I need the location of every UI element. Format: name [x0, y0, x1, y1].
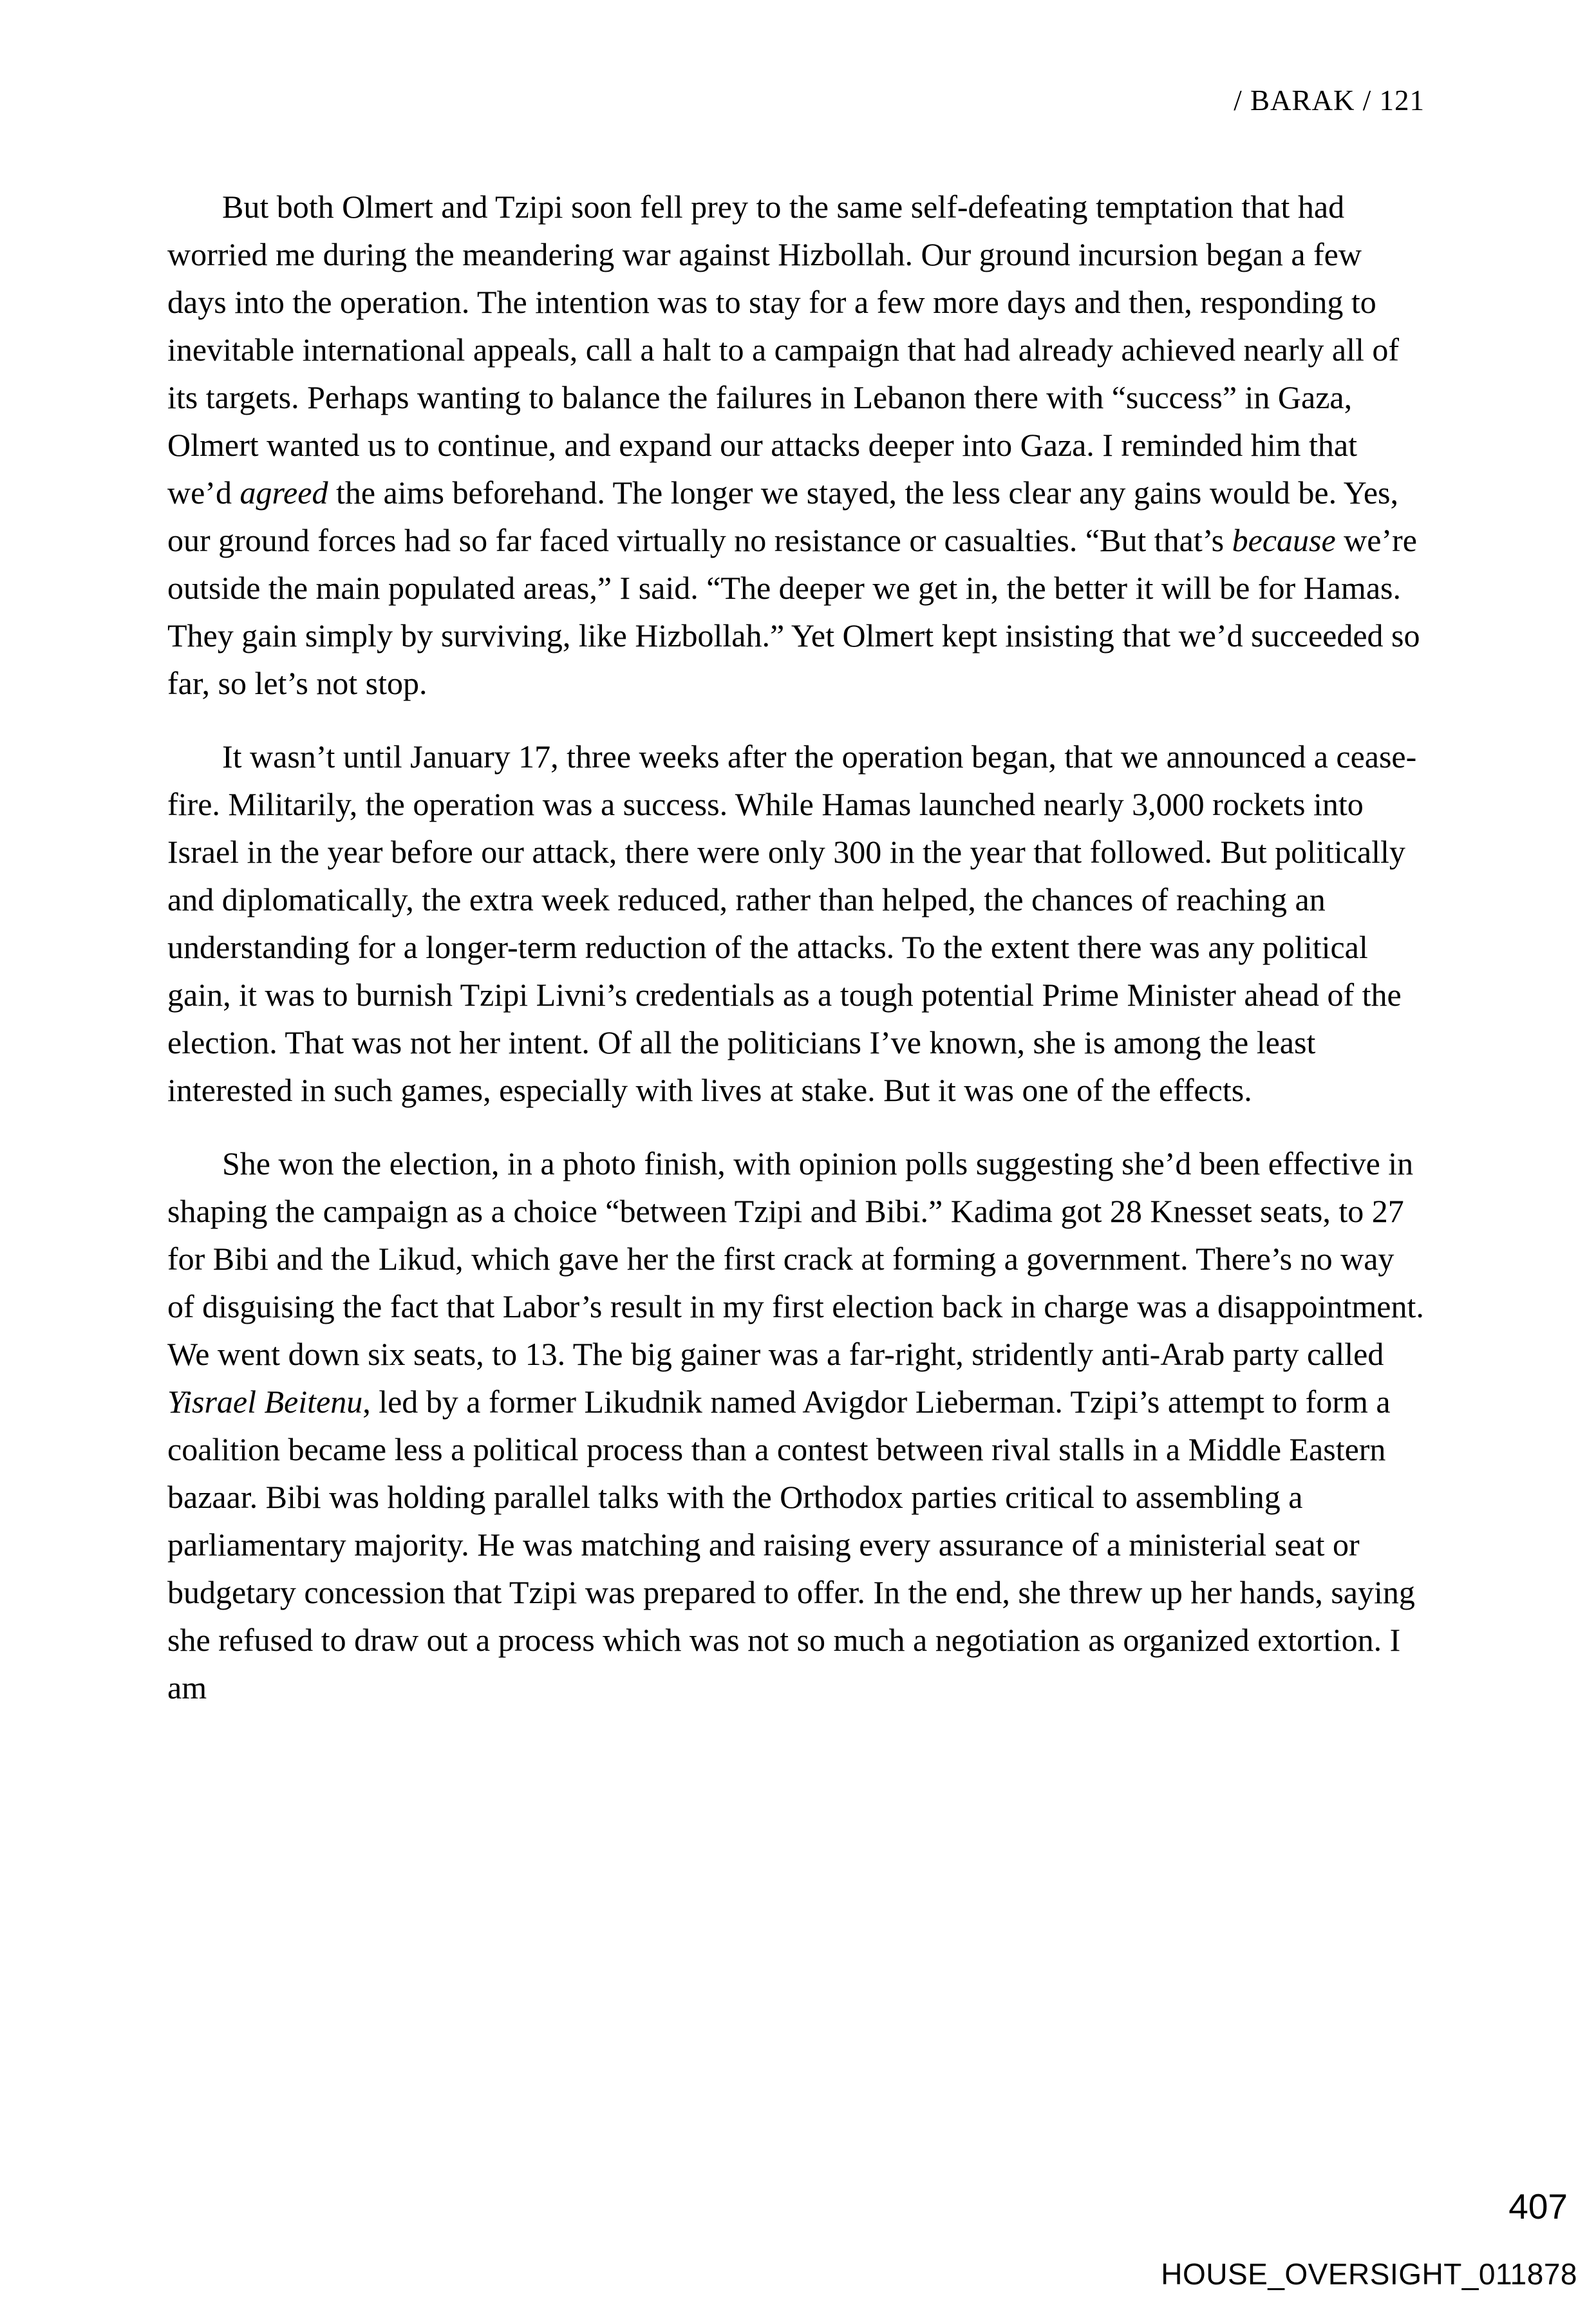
bates-stamp: HOUSE_OVERSIGHT_011878	[1161, 2257, 1577, 2291]
paragraph-1-segment-3: the aims beforehand. The longer we stayed, the less clear any gains would be. Yes, our ground forces had so far faced virtually no resistance or casualties. “But that’s	[167, 475, 1398, 558]
paragraph-1	[167, 183, 1425, 707]
paragraph-1-segment-1: But both Olmert and Tzipi soon fell prey to the same self-defeating temptation that had worried me during the meandering war against Hizbollah. Our ground incursion began a few days into the operation. The intention was to stay for a few more days and then, responding to inevitable international appeals, call a halt to a campaign that had already achieved nearly all of its targets. Perhaps wanting to balance the failures in Lebanon there with “success” in Gaza, Olmert wanted us to continue, and expand our attacks deeper into Gaza. I reminded him that we’d	[167, 189, 1400, 511]
paragraph-3-segment-1: She won the election, in a photo finish, with opinion polls suggesting she’d been effective in shaping the campaign as a choice “between Tzipi and Bibi.” Kadima got 28 Knesset seats, to 27 for Bibi and the Likud, which gave her the first crack at forming a government. There’s no way of disguising the fact that Labor’s result in my first election back in charge was a disappointment. We went down six seats, to 13. The big gainer was a far-right, stridently anti-Arab party called	[167, 1145, 1424, 1372]
page-number: 407	[1508, 2186, 1568, 2226]
paragraph-3-italic-yisrael-beitenu: Yisrael Beitenu	[167, 1384, 363, 1420]
paragraph-1-italic-because: because	[1232, 522, 1336, 558]
paragraph-2	[167, 733, 1425, 1114]
paragraph-2-segment-1: It wasn’t until January 17, three weeks after the operation began, that we announced a cease-fire. Militarily, the operation was a success. While Hamas launched nearly 3,000 rockets into Israel in the year before our attack, there were only 300 in the year that followed. But politically and diplomatically, the extra week reduced, rather than helped, the chances of reaching an understanding for a longer-term reduction of the attacks. To the extent there was any political gain, it was to burnish Tzipi Livni’s credentials as a tough potential Prime Minister ahead of the election. That was not her intent. Of all the politicians I’ve known, she is among the least interested in such games, especially with lives at stake. But it was one of the effects.	[167, 738, 1417, 1108]
running-header: / BARAK / 121	[1234, 84, 1425, 117]
body-text	[167, 183, 1425, 1711]
paragraph-3	[167, 1140, 1425, 1711]
paragraph-1-italic-agreed: agreed	[239, 475, 328, 511]
paragraph-1-segment-5: we’re outside the main populated areas,” I said. “The deeper we get in, the better it will be for Hamas. They gain simply by surviving, like Hizbollah.” Yet Olmert kept insisting that we’d succeeded so far, so let’s not stop.	[167, 522, 1420, 701]
paragraph-3-segment-3: , led by a former Likudnik named Avigdor Lieberman. Tzipi’s attempt to form a coalition became less a political process than a contest between rival stalls in a Middle Eastern bazaar. Bibi was holding parallel talks with the Orthodox parties critical to assembling a parliamentary majority. He was matching and raising every assurance of a ministerial seat or budgetary concession that Tzipi was prepared to offer. In the end, she threw up her hands, saying she refused to draw out a process which was not so much a negotiation as organized extortion. I am	[167, 1384, 1415, 1706]
